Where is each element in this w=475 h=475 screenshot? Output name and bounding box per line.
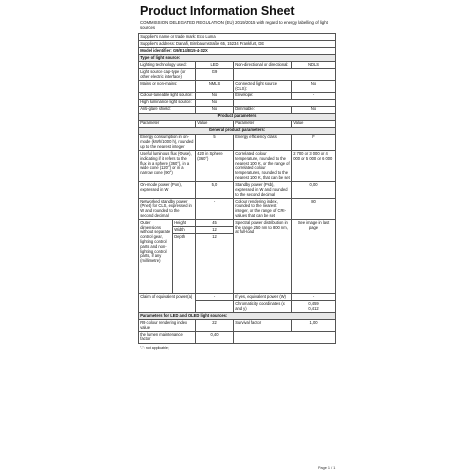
cell-label: Energy efficiency class [234, 134, 292, 151]
cell-value: NMLS [196, 81, 234, 93]
info-table [138, 33, 336, 343]
cell-label: Connected light source (CLS): [234, 81, 292, 93]
cell-label: High luminance light source: [139, 99, 196, 106]
cell-label: If yes, equivalent power (W) [234, 294, 292, 301]
chroma-x-value: 0,459 [308, 301, 319, 307]
footnote: "-": not applicable; [140, 345, 169, 350]
cell-label: Height [173, 220, 196, 227]
table-row [139, 134, 336, 151]
cell-label: On-mode power (Pon), expressed in W [139, 182, 196, 199]
cell-value [292, 301, 336, 313]
supplier-name: Supplier's name or trade mark: Eco Luma [139, 34, 336, 41]
cell-value: See image in last page [292, 220, 336, 294]
table-row [139, 106, 336, 113]
cell-value: G9 [196, 69, 234, 81]
table-row [139, 182, 336, 199]
cell-value: - [292, 92, 336, 99]
cell-label: Non-directional or directional: [234, 62, 292, 69]
cell-empty [234, 69, 336, 81]
table-row [139, 313, 336, 320]
cell-label: Correlated colour temperature, rounded to the nearest 100 K, or the range of correlated colour temperatures, rounded to the nearest 100 K, that can be set [235, 150, 290, 180]
cell-value: No [196, 92, 234, 99]
column-header: Value [292, 120, 336, 127]
table-row [139, 92, 336, 99]
cell-value: - [196, 294, 234, 301]
table-row [139, 99, 336, 106]
table-row [139, 48, 336, 55]
cell-label: Chromaticity coordinates (x and y) [234, 301, 292, 313]
cell-value: - [292, 294, 336, 301]
section-heading: Product parameters [139, 113, 336, 120]
cell-label: Dimmable: [234, 106, 292, 113]
product-information-sheet [138, 4, 335, 350]
cell-label: Outer dimensions without separate control gear, lighting control parts and non-lighting control parts, if any (millimetre) [139, 220, 173, 294]
cell-label: Standby power (Psb), expressed in W and rounded to the second decimal [234, 182, 292, 199]
cell-label: Light source cap-type (or other electric interface) [139, 69, 196, 81]
table-row [139, 69, 336, 81]
cell-label: Spectral power distribution in the range 250 nm to 800 nm, at full-load [234, 220, 292, 294]
table-row [139, 331, 336, 343]
cell-label: Colour rendering index, rounded to the nearest integer, or the range of CRI-values that can be set [234, 198, 292, 219]
cell-label: the lumen maintenance factor [139, 331, 196, 343]
cell-value: 2 700 or 3 000 or 4 000 or 5 000 or 6 000 [292, 151, 336, 182]
table-row [139, 113, 336, 120]
cell-label: Anti-glare shield: [139, 106, 196, 113]
cell-label: Mains or non-mains: [139, 81, 196, 93]
section-heading: Type of light source: [139, 55, 336, 62]
cell-value: No [292, 106, 336, 113]
cell-value: 5,0 [196, 182, 234, 199]
chroma-y-value: 0,412 [308, 305, 319, 311]
cell-value: 1,00 [292, 320, 336, 332]
cell-value: 5 [196, 134, 234, 151]
cell-value: NDLS [292, 62, 336, 69]
cell-empty [234, 331, 336, 343]
table-row [139, 62, 336, 69]
cell-empty [234, 99, 336, 106]
regulation-text: COMMISSION DELEGATED REGULATION (EU) 2019/2015 with regard to energy labelling of light sources [140, 20, 328, 31]
page-number: Page 1 / 1 [318, 466, 336, 470]
cell-value: 12 [196, 227, 234, 234]
cell-value: F [292, 134, 336, 151]
page-title: Product Information Sheet [140, 4, 295, 18]
cell-value: No [292, 81, 336, 93]
table-row [139, 55, 336, 62]
cell-value: 22 [196, 320, 234, 332]
section-heading: Parameters for LED and OLED light sources: [139, 313, 336, 320]
column-header: Parameter [139, 120, 196, 127]
section-heading: General product parameters: [139, 127, 336, 134]
cell-value: No [196, 106, 234, 113]
table-row [139, 41, 336, 48]
cell-value: 420 in Sphere (360°) [196, 151, 234, 182]
cell-value: LED [196, 62, 234, 69]
table-row [139, 34, 336, 41]
cell-label: Lighting technology used: [139, 62, 196, 69]
table-row [139, 220, 336, 227]
supplier-address: Supplier's address: Danafi, Birnbaumstraße 65, 15234 Frankfurt, DE [139, 41, 336, 48]
cell-label: Useful luminous flux (Φuse), indicating if it refers to the flux in a sphere (360°), in a wide cone (120°) or in a narrow cone (90°) [139, 151, 196, 182]
table-row [139, 120, 336, 127]
cell-value: 0,40 [196, 331, 234, 343]
cell-label: Envelope: [234, 92, 292, 99]
cell-label: Energy consumption in on-mode (kWh/1000 h), rounded up to the nearest integer [139, 134, 196, 151]
cell-value: 12 [196, 234, 234, 294]
column-header: Parameter [234, 120, 292, 127]
cell-value: 80 [292, 198, 336, 219]
cell-value: - [196, 198, 234, 219]
cell-label: Networked standby power (Pnet) for CLS, expressed in W and rounded to the second decimal [139, 198, 196, 219]
cell-label: Colour-tuneable light source: [139, 92, 196, 99]
column-header: Value [196, 120, 234, 127]
table-row [139, 127, 336, 134]
table-row [139, 294, 336, 301]
cell-value: 45 [196, 220, 234, 227]
table-row [139, 320, 336, 332]
cell-label: Depth [173, 234, 196, 294]
model-identifier: Model identifier: G9/E14/B15-4-32X [139, 48, 336, 55]
cell-value: No [196, 99, 234, 106]
cell-label: Claim of equivalent power(a) [139, 294, 196, 313]
cell-value: 0,00 [292, 182, 336, 199]
cell-label: Width [173, 227, 196, 234]
table-row [139, 81, 336, 93]
table-row [139, 198, 336, 219]
table-row [139, 151, 336, 182]
cell-label: Survival factor [234, 320, 292, 332]
cell-empty [196, 301, 234, 313]
cell-label: R9 colour rendering index value [139, 320, 196, 332]
